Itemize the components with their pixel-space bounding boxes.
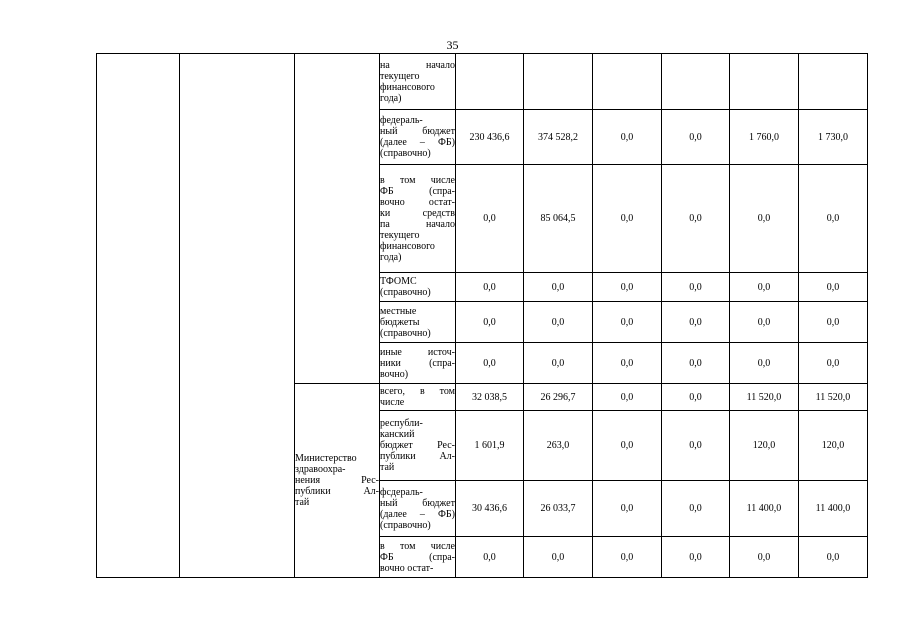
value-cell <box>730 54 799 110</box>
value-cell <box>593 54 662 110</box>
label-line: числе <box>380 397 405 408</box>
label-line: нения Рес- <box>295 475 379 486</box>
value-cell: 0,0 <box>799 302 868 343</box>
value-cell: 11 520,0 <box>730 384 799 411</box>
value-cell: 0,0 <box>799 537 868 578</box>
value-cell: 0,0 <box>593 110 662 165</box>
label-line: па начало <box>380 218 455 230</box>
funding-source-cell <box>380 165 456 273</box>
label-line: (далее – ФБ) <box>380 137 455 148</box>
label-line: текущего <box>380 70 420 82</box>
empty-cell <box>295 54 380 384</box>
funding-source-cell <box>380 481 456 537</box>
value-cell <box>662 54 730 110</box>
value-cell: 0,0 <box>662 481 730 537</box>
value-cell: 230 436,6 <box>456 110 524 165</box>
label-line: ТФОМС <box>380 276 417 287</box>
value-cell: 0,0 <box>662 302 730 343</box>
label-line: (справочно) <box>380 287 431 298</box>
value-cell: 0,0 <box>456 165 524 273</box>
value-cell <box>456 54 524 110</box>
label-line: республи- <box>380 418 423 429</box>
value-cell: 11 400,0 <box>799 481 868 537</box>
value-cell: 0,0 <box>593 537 662 578</box>
funding-source-cell <box>380 110 456 165</box>
value-cell: 374 528,2 <box>524 110 593 165</box>
value-cell: 0,0 <box>593 411 662 481</box>
label-line: фсдераль- <box>380 486 423 498</box>
value-cell: 0,0 <box>662 273 730 302</box>
label-line: года) <box>380 92 402 104</box>
label-line: (справочно) <box>380 327 431 339</box>
label-line: иные источ- <box>380 346 455 358</box>
value-cell: 0,0 <box>662 384 730 411</box>
label-line: в том числе <box>380 540 455 552</box>
value-cell: 85 064,5 <box>524 165 593 273</box>
value-cell: 26 296,7 <box>524 384 593 411</box>
label-line: бюджеты <box>380 316 420 328</box>
value-cell: 0,0 <box>662 343 730 384</box>
value-cell: 0,0 <box>593 302 662 343</box>
value-cell: 0,0 <box>730 165 799 273</box>
label-line: вочно остат- <box>380 196 455 208</box>
value-cell: 0,0 <box>524 343 593 384</box>
label-line: вочно) <box>380 368 409 380</box>
value-cell: 0,0 <box>456 343 524 384</box>
label-line: вочно остат- <box>380 562 434 574</box>
empty-cell <box>97 54 180 578</box>
value-cell: 0,0 <box>662 411 730 481</box>
label-line: ный бюджет <box>380 126 455 137</box>
value-cell: 0,0 <box>593 273 662 302</box>
label-line: бюджет Рес- <box>380 440 455 451</box>
value-cell: 1 760,0 <box>730 110 799 165</box>
label-line: на начало <box>380 59 455 71</box>
value-cell: 0,0 <box>456 273 524 302</box>
label-line: Министерство <box>295 453 357 464</box>
label-line: (справочно) <box>380 519 431 531</box>
value-cell <box>799 54 868 110</box>
label-line: местные <box>380 305 417 317</box>
value-cell <box>524 54 593 110</box>
label-line: ники (спра- <box>380 357 455 369</box>
value-cell: 0,0 <box>524 537 593 578</box>
label-line: (далее – ФБ) <box>380 508 455 520</box>
value-cell: 0,0 <box>593 481 662 537</box>
value-cell: 0,0 <box>662 537 730 578</box>
label-line: всего, в том <box>380 386 455 397</box>
empty-cell <box>180 54 295 578</box>
label-line: финансового <box>380 81 435 93</box>
label-line: ФБ (спра- <box>380 185 455 197</box>
value-cell: 0,0 <box>456 302 524 343</box>
value-cell: 0,0 <box>799 273 868 302</box>
label-line: федераль- <box>380 115 423 126</box>
value-cell: 263,0 <box>524 411 593 481</box>
label-line: (справочно) <box>380 148 431 159</box>
value-cell: 11 520,0 <box>799 384 868 411</box>
label-line: в том числе <box>380 174 455 186</box>
value-cell: 120,0 <box>730 411 799 481</box>
value-cell: 11 400,0 <box>730 481 799 537</box>
funding-source-cell <box>380 273 456 302</box>
label-line: финансового <box>380 240 435 252</box>
budget-table <box>96 53 868 578</box>
funding-source-cell <box>380 537 456 578</box>
value-cell: 26 033,7 <box>524 481 593 537</box>
table-row <box>97 54 868 110</box>
label-line: канский <box>380 429 415 440</box>
label-line: тай <box>295 497 310 508</box>
value-cell: 32 038,5 <box>456 384 524 411</box>
value-cell: 0,0 <box>593 384 662 411</box>
label-line: здравоохра- <box>295 464 346 475</box>
label-line: ки средств <box>380 207 455 219</box>
label-line: публики Ал- <box>295 486 379 497</box>
value-cell: 0,0 <box>593 165 662 273</box>
value-cell: 0,0 <box>730 273 799 302</box>
funding-source-cell <box>380 302 456 343</box>
value-cell: 0,0 <box>593 343 662 384</box>
value-cell: 0,0 <box>524 273 593 302</box>
value-cell: 1 601,9 <box>456 411 524 481</box>
label-line: публики Ал- <box>380 451 455 462</box>
value-cell: 1 730,0 <box>799 110 868 165</box>
value-cell: 0,0 <box>730 343 799 384</box>
value-cell: 0,0 <box>730 537 799 578</box>
label-line: текущего <box>380 229 420 241</box>
value-cell: 0,0 <box>524 302 593 343</box>
funding-source-cell <box>380 54 456 110</box>
value-cell: 120,0 <box>799 411 868 481</box>
organization-cell <box>295 384 380 578</box>
label-line: года) <box>380 251 402 263</box>
label-line: ФБ (спра- <box>380 551 455 563</box>
funding-source-cell <box>380 384 456 411</box>
page-number: 35 <box>446 38 459 52</box>
value-cell: 0,0 <box>662 165 730 273</box>
value-cell: 30 436,6 <box>456 481 524 537</box>
value-cell: 0,0 <box>456 537 524 578</box>
funding-source-cell <box>380 411 456 481</box>
label-line: ный бюджет <box>380 497 455 509</box>
value-cell: 0,0 <box>662 110 730 165</box>
label-line: тай <box>380 462 395 473</box>
value-cell: 0,0 <box>799 343 868 384</box>
funding-source-cell <box>380 343 456 384</box>
value-cell: 0,0 <box>730 302 799 343</box>
value-cell: 0,0 <box>799 165 868 273</box>
